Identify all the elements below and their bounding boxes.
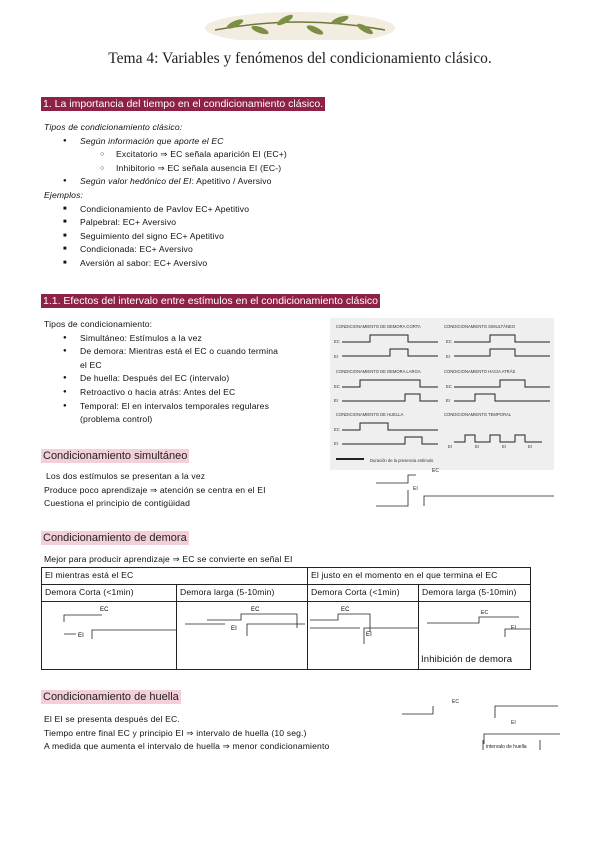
- tipos-label: Tipos de condicionamiento clásico:: [44, 122, 183, 132]
- section-1-heading: 1. La importancia del tiempo en el condicionamiento clásico.: [43, 98, 324, 110]
- svg-text:EI: EI: [231, 626, 237, 632]
- demora-cell-2: [177, 602, 308, 670]
- svg-text:EI: EI: [78, 633, 84, 639]
- inhibicion-demora: Inhibición de demora: [421, 654, 513, 665]
- diag-label: CONDICIONAMIENTO DE DEMORA CORTA: [336, 324, 421, 329]
- svg-text:EI: EI: [511, 720, 516, 726]
- simultaneo-line: Los dos estímulos se presentan a la vez: [46, 471, 206, 481]
- diag-label: CONDICIONAMIENTO TEMPORAL: [444, 412, 512, 417]
- demora-table: [41, 567, 531, 670]
- bullet-informacion: ● Según información que aporte el EC: [80, 135, 564, 149]
- bullet-hedonico: [80, 175, 564, 189]
- section-1-body: [44, 121, 564, 271]
- ejemplo-item: ■ Seguimiento del signo EC+ Apetitivo: [80, 230, 564, 244]
- huella-line: Tiempo entre final EC y principio EI ⇒ intervalo de huella (10 seg.): [44, 727, 307, 738]
- svg-text:EC: EC: [334, 384, 340, 389]
- svg-text:EC: EC: [432, 468, 439, 474]
- svg-text:EC: EC: [446, 384, 452, 389]
- huella-diagram: [400, 694, 560, 754]
- simultaneo-line: Produce poco aprendizaje ⇒ atención se centra en el EI: [44, 484, 266, 495]
- svg-text:EI: EI: [528, 444, 532, 449]
- demora-col-b: El justo en el momento en el que termina el EC: [308, 568, 531, 585]
- svg-text:EC: EC: [334, 427, 340, 432]
- ejemplos-label: Ejemplos:: [44, 189, 84, 200]
- simultaneo-heading: Condicionamiento simultáneo: [43, 450, 188, 462]
- diag-legend: Duración de la presencia estímulo: [370, 458, 434, 463]
- tipo-item: ● Retroactivo o hacia atrás: Antes del EC: [80, 386, 324, 400]
- demora-col-a: El mientras está el EC: [42, 568, 308, 585]
- section-1-1-heading: 1.1. Efectos del intervalo entre estímulos en el condicionamiento clásico: [43, 295, 379, 307]
- hedonico-italic: Según valor hedónico del EI: [80, 176, 192, 187]
- demora-sub: Demora Corta (<1min): [308, 585, 419, 602]
- tipo-item: ● De demora: Mientras está el EC o cuando termina: [80, 345, 324, 359]
- demora-cell-1: [42, 602, 177, 670]
- tipo-item: ● Simultáneo: Estímulos a la vez: [80, 332, 324, 346]
- huella-heading: Condicionamiento de huella: [43, 691, 179, 703]
- leaves-decoration: [205, 10, 395, 40]
- ejemplo-item: ■ Palpebral: EC+ Aversivo: [80, 216, 564, 230]
- timing-diagram: [330, 318, 554, 470]
- simultaneo-diagram: [374, 466, 554, 516]
- demora-cell-4: [419, 602, 531, 670]
- svg-text:EI: EI: [413, 486, 418, 492]
- svg-text:EI: EI: [446, 354, 450, 359]
- svg-text:EC: EC: [341, 607, 350, 613]
- svg-text:EC: EC: [100, 607, 109, 613]
- tipo-item-cont: el EC: [80, 359, 102, 370]
- demora-heading: Condicionamiento de demora: [43, 532, 187, 544]
- svg-text:EI: EI: [366, 632, 372, 638]
- svg-text:EI: EI: [475, 444, 479, 449]
- svg-text:EC: EC: [251, 607, 260, 613]
- svg-text:EI: EI: [334, 441, 338, 446]
- diag-label: CONDICIONAMIENTO SIMULTÁNEO: [444, 324, 516, 329]
- tipo-item-cont: (problema control): [80, 414, 153, 425]
- svg-text:intervalo de huella: intervalo de huella: [486, 744, 527, 750]
- page-title: Tema 4: Variables y fenómenos del condicionamiento clásico.: [108, 50, 492, 67]
- svg-text:EI: EI: [448, 444, 452, 449]
- svg-text:EI: EI: [502, 444, 506, 449]
- svg-text:EC: EC: [452, 699, 459, 705]
- huella-line: El EI se presenta después del EC.: [44, 714, 180, 724]
- demora-sub: Demora Corta (<1min): [42, 585, 177, 602]
- tipo-item: ● Temporal: El en intervalos temporales regulares: [80, 400, 324, 414]
- huella-line: A medida que aumenta el intervalo de huella ⇒ menor condicionamiento: [44, 741, 330, 752]
- svg-text:EI: EI: [334, 398, 338, 403]
- ejemplo-item: ■ Aversión al sabor: EC+ Aversivo: [80, 257, 564, 271]
- simultaneo-line: Cuestiona el principio de contigüidad: [44, 498, 191, 509]
- svg-text:EC: EC: [334, 339, 340, 344]
- hedonico-rest: : Apetitivo / Aversivo: [191, 176, 272, 187]
- diag-label: CONDICIONAMIENTO DE DEMORA LARGA: [336, 369, 421, 374]
- svg-text:EI: EI: [446, 398, 450, 403]
- diag-label: CONDICIONAMIENTO HACIA ATRÁS: [444, 369, 516, 374]
- sub-excitatorio: ○ Excitatorio ⇒ EC señala aparición EI (EC+): [116, 148, 564, 162]
- tipo-item: ● De huella: Después del EC (intervalo): [80, 372, 324, 386]
- section-1-1-body: [44, 318, 324, 427]
- ejemplo-item: ■ Condicionada: EC+ Aversivo: [80, 243, 564, 257]
- ejemplo-item: ■ Condicionamiento de Pavlov EC+ Apetitivo: [80, 203, 564, 217]
- svg-text:EC: EC: [446, 339, 452, 344]
- svg-text:EI: EI: [511, 624, 517, 631]
- svg-text:EC: EC: [481, 609, 489, 616]
- sub-inhibitorio: ○ Inhibitorio ⇒ EC señala ausencia EI (EC-): [116, 162, 564, 176]
- diag-label: CONDICIONAMIENTO DE HUELLA: [336, 412, 404, 417]
- demora-cell-3: [308, 602, 419, 670]
- demora-sub: Demora larga (5-10min): [177, 585, 308, 602]
- svg-text:EI: EI: [334, 354, 338, 359]
- demora-intro: Mejor para producir aprendizaje ⇒ EC se convierte en señal EI: [44, 554, 293, 564]
- demora-sub: Demora larga (5-10min): [419, 585, 531, 602]
- tipos-cond-label: Tipos de condicionamiento:: [44, 319, 153, 329]
